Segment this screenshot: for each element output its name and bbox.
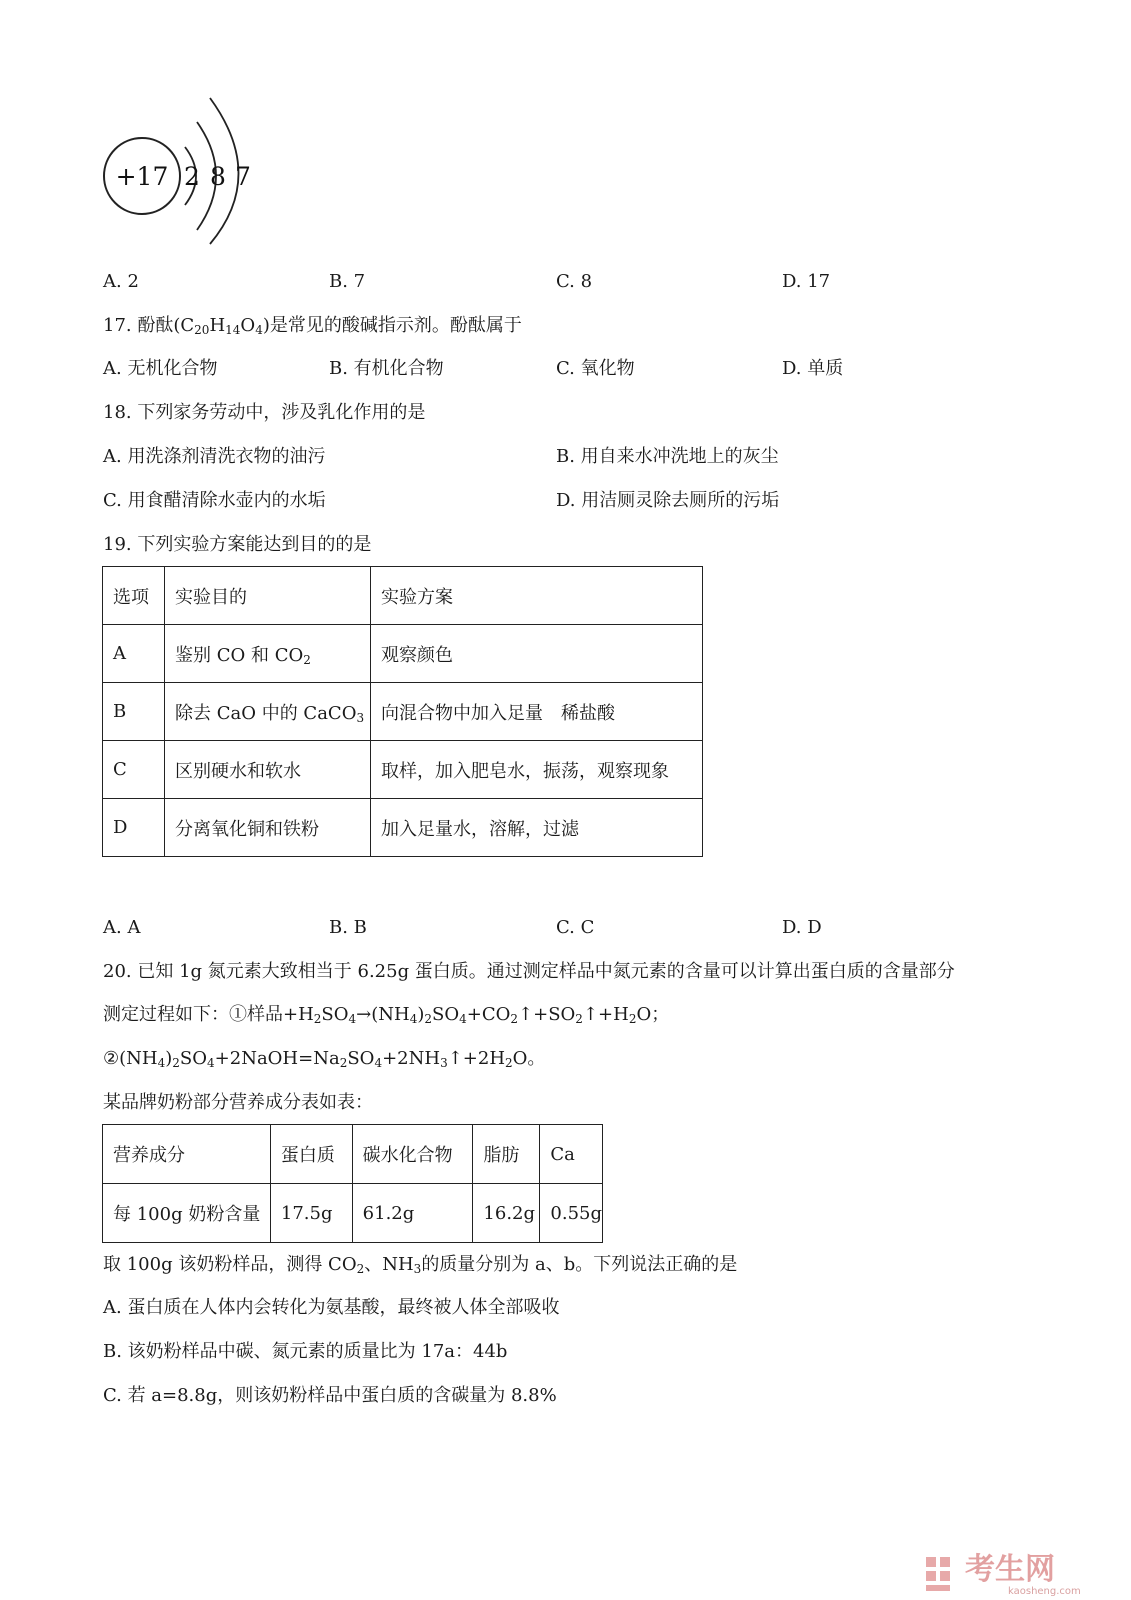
q20-stem-line3: $②(NH_4)_2SO_4+2NaOH=Na_2SO_4+2NH_3↑+2H_2O$。 (103, 1048, 546, 1070)
q20-stem-line1: 20. 已知 1g 氮元素大致相当于 6.25g 蛋白质。通过测定样品中氮元素的含量可以计算出蛋白质的含量部分 (103, 961, 955, 982)
q18-option-c: C. 用食醋清除水壶内的水垢 (103, 490, 326, 511)
nutrition-table (102, 1124, 603, 1243)
q20-option-c: C. 若 a=8.8g，则该奶粉样品中蛋白质的含碳量为 8.8% (103, 1385, 557, 1406)
nutrition-header: 脂肪 (473, 1125, 540, 1184)
row-option: A (103, 625, 165, 683)
atom-structure-diagram (95, 92, 275, 252)
q18-option-a: A. 用洗涤剂清洗衣物的油污 (103, 446, 326, 467)
nucleus-charge: +17 (115, 162, 169, 191)
row-plan: 观察颜色 (371, 625, 703, 683)
table-row (103, 1184, 603, 1243)
row-plan: 向混合物中加入足量 稀盐酸 (371, 683, 703, 741)
nutrition-value: 0.55g (540, 1184, 603, 1243)
q19-option-d: D. D (782, 917, 822, 938)
header-option: 选项 (103, 567, 165, 625)
nutrition-header: Ca (540, 1125, 603, 1184)
table-row (103, 625, 703, 683)
watermark-text-cn: 考生网 (965, 1552, 1055, 1587)
watermark-mark-icon (926, 1557, 950, 1591)
table-header-row (103, 567, 703, 625)
q18-option-b: B. 用自来水冲洗地上的灰尘 (556, 446, 779, 467)
q18-option-d: D. 用洁厕灵除去厕所的污垢 (556, 490, 780, 511)
q19-option-a: A. A (103, 917, 141, 938)
nutrition-header: 蛋白质 (270, 1125, 352, 1184)
row-plan: 取样，加入肥皂水，振荡，观察现象 (371, 741, 703, 799)
header-goal: 实验目的 (165, 567, 371, 625)
nutrition-value: 16.2g (473, 1184, 540, 1243)
q20-after-table: 取 100g 该奶粉样品，测得 $CO_2$、$NH_3$的质量分别为 a、b。下列说法正确的是 (103, 1254, 738, 1276)
q19-option-b: B. B (329, 917, 367, 938)
q19-stem: 19. 下列实验方案能达到目的的是 (103, 534, 372, 555)
q16-option-d: D. 17 (782, 271, 831, 292)
q17-option-d: D. 单质 (782, 358, 844, 379)
table-row (103, 683, 703, 741)
row-plan: 加入足量水，溶解，过滤 (371, 799, 703, 857)
q17-option-b: B. 有机化合物 (329, 358, 444, 379)
row-goal: 分离氧化铜和铁粉 (165, 799, 371, 857)
q17-option-c: C. 氧化物 (556, 358, 635, 379)
q17-option-a: A. 无机化合物 (103, 358, 218, 379)
row-option: B (103, 683, 165, 741)
row-option: D (103, 799, 165, 857)
header-plan: 实验方案 (371, 567, 703, 625)
q19-experiment-table (102, 566, 703, 857)
watermark-text-en: kaosheng.com (1008, 1586, 1081, 1597)
row-goal: 鉴别 CO 和 $CO_2$ (165, 625, 371, 683)
table-row (103, 799, 703, 857)
shell-electrons-1: 2 (184, 162, 200, 191)
row-goal: 区别硬水和软水 (165, 741, 371, 799)
q20-stem-line2: 测定过程如下：①样品$+H_2SO_4\to(NH_4)_2SO_4+CO_2↑+SO_2↑+H_2O$； (103, 1004, 670, 1026)
row-goal: 除去 CaO 中的 CaCO$_3$ (165, 683, 371, 741)
q17-stem: 17. 酚酞$(C_{20}H_{14}O_4)$是常见的酸碱指示剂。酚酞属于 (103, 315, 522, 337)
q16-option-c: C. 8 (556, 271, 593, 292)
q20-option-b: B. 该奶粉样品中碳、氮元素的质量比为 17a：44b (103, 1341, 508, 1362)
q16-option-a: A. 2 (103, 271, 139, 292)
table-header-row (103, 1125, 603, 1184)
q20-table-intro: 某品牌奶粉部分营养成分表如表： (103, 1092, 373, 1113)
q20-option-a: A. 蛋白质在人体内会转化为氨基酸，最终被人体全部吸收 (103, 1297, 560, 1318)
nutrition-header: 碳水化合物 (352, 1125, 473, 1184)
shell-electrons-3: 7 (235, 162, 251, 191)
q19-option-c: C. C (556, 917, 595, 938)
nutrition-value: 每 100g 奶粉含量 (103, 1184, 271, 1243)
nutrition-value: 61.2g (352, 1184, 473, 1243)
table-row (103, 741, 703, 799)
q18-stem: 18. 下列家务劳动中，涉及乳化作用的是 (103, 402, 426, 423)
nutrition-header: 营养成分 (103, 1125, 271, 1184)
shell-electrons-2: 8 (210, 162, 226, 191)
row-option: C (103, 741, 165, 799)
q16-option-b: B. 7 (329, 271, 366, 292)
nutrition-value: 17.5g (270, 1184, 352, 1243)
